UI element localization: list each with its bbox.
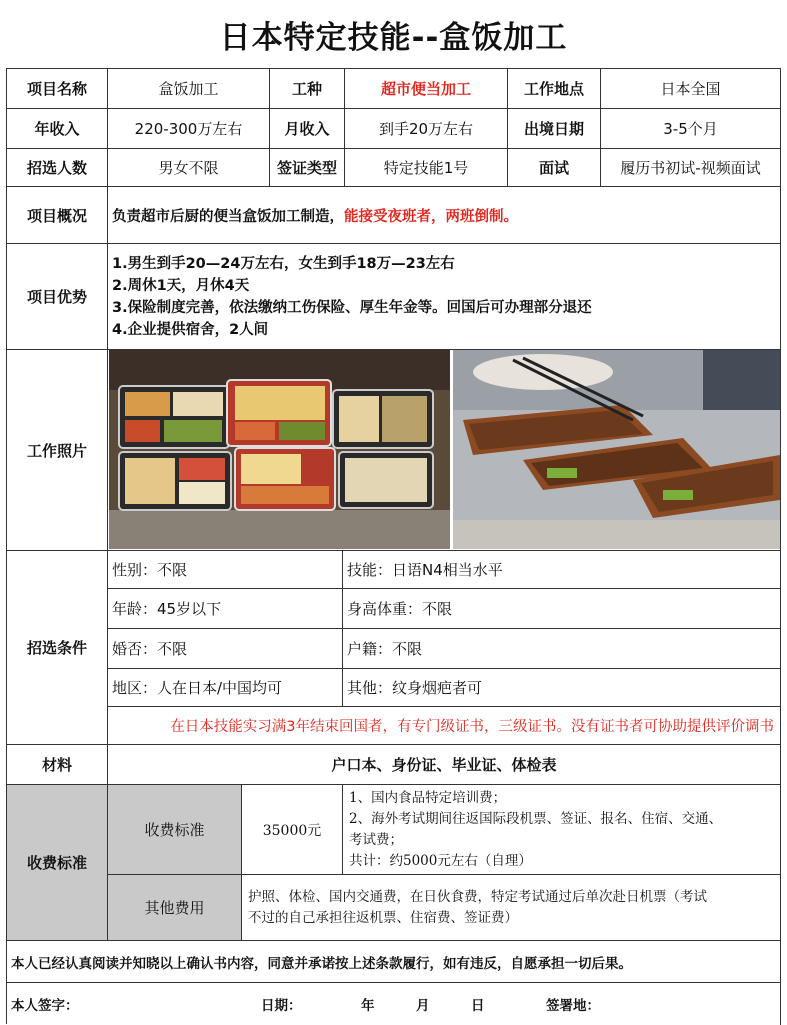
advantage-item: 3.保险制度完善，依法缴纳工伤保险、厚生年金等。回国后可办理部分退还: [112, 299, 592, 316]
value-job-type: 超市便当加工: [345, 69, 508, 109]
fee-items: [343, 785, 781, 875]
fee-item: 2、海外考试期间往返国际段机票、签证、报名、住宿、交通、: [349, 810, 723, 827]
label-advantages: 项目优势: [7, 244, 108, 350]
label-conditions: 招选条件: [7, 551, 108, 745]
other-fee-line: 护照、体检、国内交通费，在日伙食费，特定考试通过后单次赴日机票（考试: [248, 888, 707, 905]
page-title: 日本特定技能--盒饭加工: [219, 19, 568, 56]
condition-skill: 技能：日语N4相当水平: [343, 551, 781, 589]
overview-text: 负责超市后厨的便当盒饭加工制造，: [112, 208, 344, 225]
date-label: 日期：: [261, 998, 302, 1014]
condition-height: 身高体重：不限: [343, 589, 781, 629]
value-departure: 3-5个月: [601, 109, 781, 149]
overview-highlight: 能接受夜班者，两班倒制。: [344, 208, 518, 225]
fee-amount: 35000元: [242, 785, 343, 875]
signature-label: 本人签字：: [11, 998, 79, 1014]
other-fees-text: [242, 875, 781, 941]
other-fees-label: 其他费用: [108, 875, 242, 941]
condition-other: 其他：纹身烟疤者可: [343, 669, 781, 707]
label-annual-income: 年收入: [7, 109, 108, 149]
condition-age: 年龄：45岁以下: [108, 589, 343, 629]
label-fees: 收费标准: [7, 785, 108, 941]
label-location: 工作地点: [508, 69, 601, 109]
condition-marriage: 婚否：不限: [108, 629, 343, 669]
fee-item: 1、国内食品特定培训费；: [349, 789, 507, 806]
day-label: 日: [471, 998, 485, 1014]
value-annual-income: 220-300万左右: [108, 109, 270, 149]
sign-place-label: 签署地：: [546, 998, 600, 1014]
label-interview: 面试: [508, 149, 601, 187]
year-label: 年: [361, 998, 375, 1014]
bento-boxes-photo: [109, 350, 450, 549]
condition-region: 地区：人在日本/中国均可: [108, 669, 343, 707]
advantage-item: 1.男生到手20—24万左右，女生到手18万—23左右: [112, 255, 455, 272]
other-fee-line: 不过的自己承担往返机票、住宿费、签证费）: [248, 909, 518, 926]
label-project-name: 项目名称: [7, 69, 108, 109]
food-processing-photo: [453, 350, 780, 549]
label-visa: 签证类型: [270, 149, 345, 187]
advantages-list: [108, 244, 781, 350]
label-headcount: 招选人数: [7, 149, 108, 187]
label-materials: 材料: [7, 745, 108, 785]
month-label: 月: [416, 998, 430, 1014]
value-project-name: 盒饭加工: [108, 69, 270, 109]
signature-row: [7, 983, 781, 1025]
label-departure: 出境日期: [508, 109, 601, 149]
fee-item: 考试费；: [349, 831, 403, 848]
label-overview: 项目概况: [7, 187, 108, 244]
declaration: 本人已经认真阅读并知晓以上确认书内容，同意并承诺按上述条款履行，如有违反，自愿承担一切后果。: [7, 941, 781, 983]
value-headcount: 男女不限: [108, 149, 270, 187]
fee-standard-label: 收费标准: [108, 785, 242, 875]
condition-note: 在日本技能实习满3年结束回国者，有专门级证书，三级证书。没有证书者可协助提供评价调书: [108, 707, 781, 745]
photos-cell: [108, 350, 781, 551]
value-location: 日本全国: [601, 69, 781, 109]
overview-content: [108, 187, 781, 244]
advantage-item: 4.企业提供宿舍，2人间: [112, 321, 269, 338]
label-monthly-income: 月收入: [270, 109, 345, 149]
value-visa: 特定技能1号: [345, 149, 508, 187]
value-interview: 履历书初试-视频面试: [601, 149, 781, 187]
info-table: [6, 68, 781, 1024]
condition-gender: 性别：不限: [108, 551, 343, 589]
fee-item: 共计：约5000元左右（自理）: [349, 852, 532, 869]
label-job-type: 工种: [270, 69, 345, 109]
materials-list: 户口本、身份证、毕业证、体检表: [108, 745, 781, 785]
condition-hukou: 户籍：不限: [343, 629, 781, 669]
label-photos: 工作照片: [7, 350, 108, 551]
value-monthly-income: 到手20万左右: [345, 109, 508, 149]
advantage-item: 2.周休1天，月休4天: [112, 277, 250, 294]
